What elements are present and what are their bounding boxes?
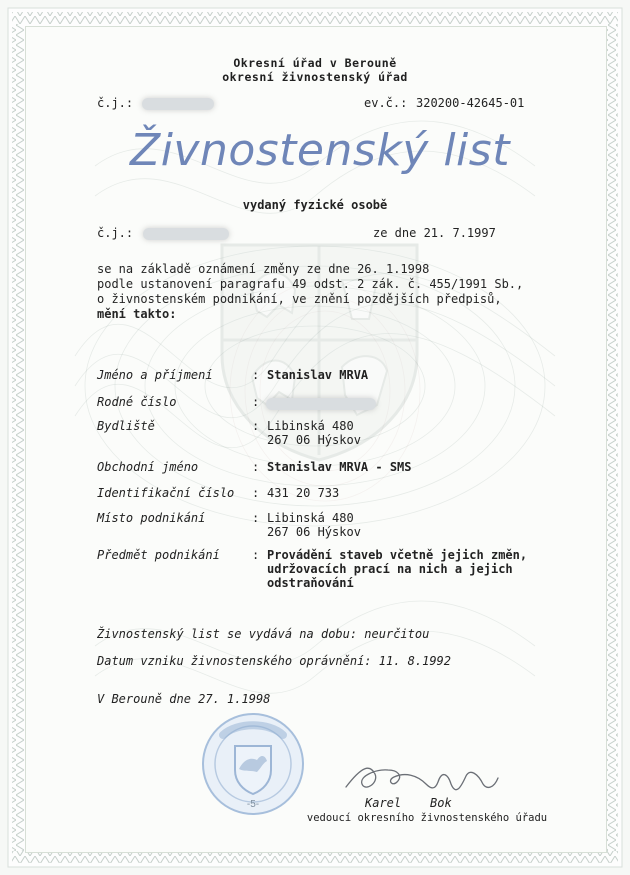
intro-line-emphasis: mění takto:: [97, 307, 177, 321]
intro-paragraph: [97, 262, 547, 322]
office-line-2: okresní živnostenský úřad: [222, 70, 408, 84]
business-name-value: Stanislav MRVA - SMS: [267, 460, 412, 474]
reference-label: č.j.:: [97, 96, 134, 110]
name-value: Stanislav MRVA: [267, 368, 369, 382]
reference-redaction: [142, 98, 214, 110]
intro-line: se na základě oznámení změny ze dne 26. 1.1998: [97, 262, 430, 276]
business-name-colon: :: [252, 460, 260, 474]
validity-line: Živnostenský list se vydává na dobu: neurčitou: [97, 627, 430, 641]
name-label: Jméno a příjmení: [97, 368, 213, 382]
subject-colon: :: [252, 548, 260, 562]
office-line-1: Okresní úřad v Berouně: [233, 56, 397, 70]
origin-date-line: Datum vzniku živnostenského oprávnění: 11. 8.1992: [97, 654, 452, 668]
intro-line: o živnostenském podnikání, ve znění pozdějších předpisů,: [97, 292, 502, 306]
business-place-line-2: 267 06 Hýskov: [267, 525, 361, 539]
document-subtitle: vydaný fyzické osobě: [242, 198, 388, 212]
second-reference-label: č.j.:: [97, 226, 134, 240]
official-stamp-icon: [197, 708, 309, 820]
signatory-name: Karel Bok: [365, 796, 452, 810]
id-colon: :: [252, 486, 260, 500]
id-value: 431 20 733: [267, 486, 340, 500]
residence-label: Bydliště: [97, 419, 155, 433]
id-label: Identifikační číslo: [97, 486, 235, 500]
residence-line-1: Libinská 480: [267, 419, 354, 433]
registration-number: 320200-42645-01: [416, 96, 525, 110]
business-place-label: Místo podnikání: [97, 511, 206, 525]
subject-line-3: odstraňování: [267, 576, 354, 590]
business-place-line-1: Libinská 480: [267, 511, 354, 525]
subject-label: Předmět podnikání: [97, 548, 220, 562]
signatory-role: vedoucí okresního živnostenského úřadu: [306, 812, 548, 824]
registration-label: ev.č.:: [364, 96, 408, 110]
decision-date: ze dne 21. 7.1997: [373, 226, 496, 240]
name-colon: :: [252, 368, 260, 382]
business-place-colon: :: [252, 511, 260, 525]
intro-line: podle ustanovení paragrafu 49 odst. 2 zák. č. 455/1991 Sb.,: [97, 277, 524, 291]
stamp-number: -5-: [246, 799, 260, 810]
birth-number-label: Rodné číslo: [97, 395, 177, 409]
place-date-line: V Berouně dne 27. 1.1998: [97, 692, 271, 706]
second-reference-redaction: [143, 228, 229, 240]
document-title: Živnostenský list: [130, 125, 510, 176]
residence-colon: :: [252, 419, 260, 433]
business-name-label: Obchodní jméno: [97, 460, 199, 474]
birth-number-colon: :: [252, 395, 260, 409]
birth-number-redaction: [266, 398, 376, 410]
subject-line-1: Provádění staveb včetně jejich změn,: [267, 548, 528, 562]
subject-line-2: udržovacích prací na nich a jejich: [267, 562, 513, 576]
residence-line-2: 267 06 Hýskov: [267, 433, 361, 447]
